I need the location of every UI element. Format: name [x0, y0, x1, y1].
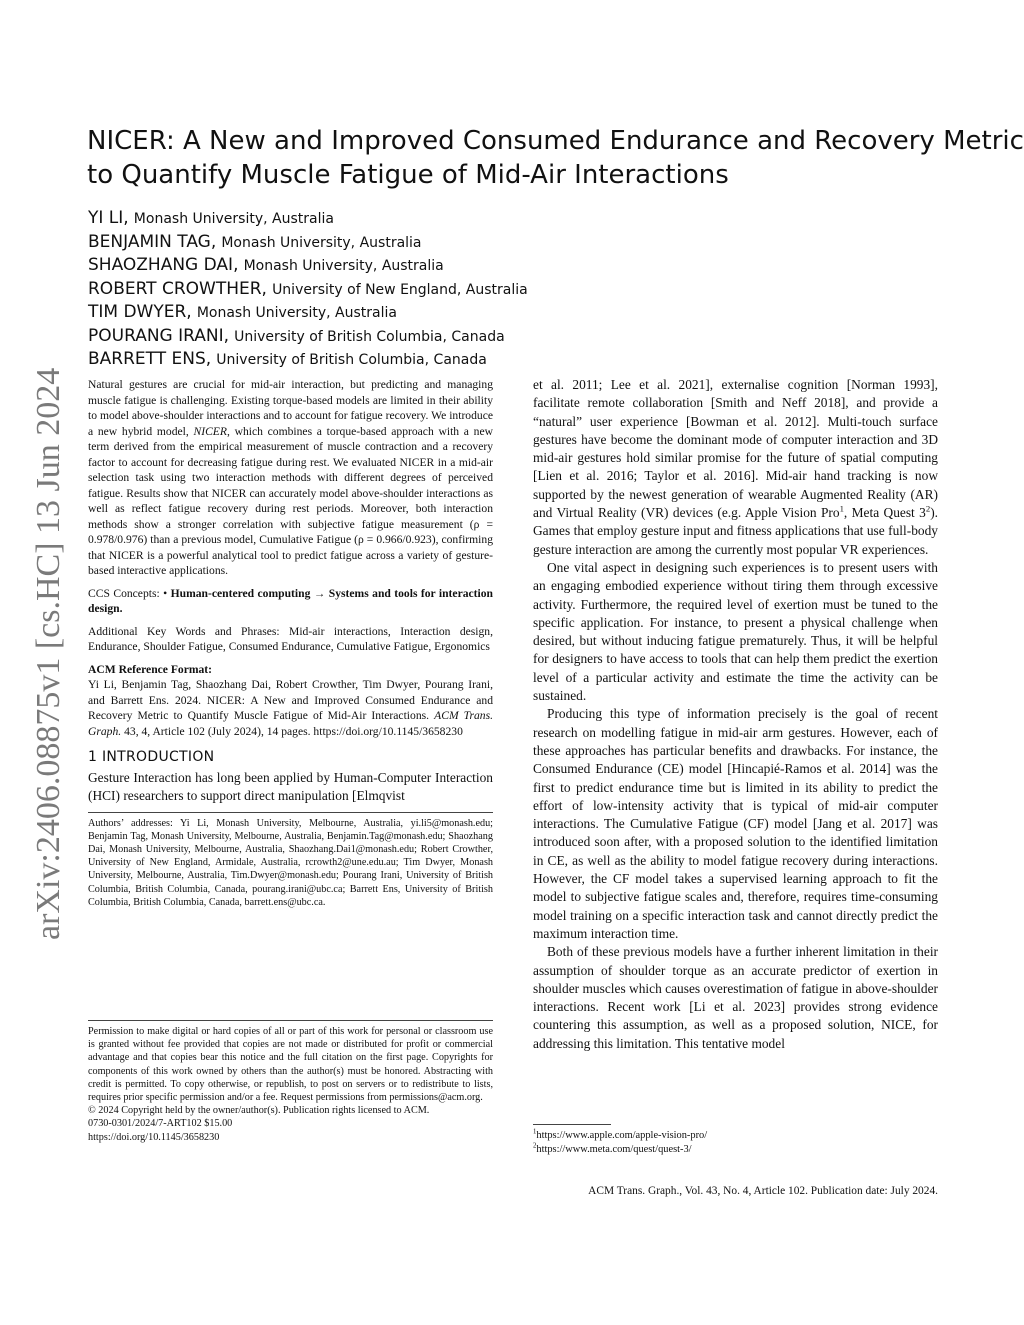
ccs-concept-text: Human-centered computing → Systems and tools for interaction design.: [88, 586, 493, 615]
ccs-concepts: [88, 586, 493, 617]
body-text: , Meta Quest 3: [843, 505, 926, 521]
abstract-text-2: , which combines a torque-based approach with a new term derived from the empirical measurement of muscle contraction and a recovery factor to account for decreasing fatigue during rest. We evaluated NICER in a mid-air selection task using two interaction methods with different degrees of perceived fatigue. Results show that NICER can accurately model above-shoulder interactions as well as reflect fatigue recovery during rest periods. Moreover, both interaction methods show a stronger correlation with subjective fatigue measurement (ρ = 0.978/0.976) than a previous model, Cumulative Fatigue (ρ = 0.966/0.923), confirming that NICER is a powerful analytical tool to predict fatigue across a variety of gesture-based interactive applications.: [88, 424, 493, 577]
footnote-url[interactable]: https://www.meta.com/quest/quest-3/: [536, 1143, 692, 1155]
page-footer: ACM Trans. Graph., Vol. 43, No. 4, Article 102. Publication date: July 2024.: [588, 1185, 938, 1197]
author-entry: [88, 253, 528, 277]
title-line-2: to Quantify Muscle Fatigue of Mid-Air Interactions: [87, 160, 729, 190]
keywords: Additional Key Words and Phrases: Mid-air interactions, Interaction design, Endurance, Shoulder Fatigue, Consumed Endurance, Cumulative Fatigue, Ergonomics: [88, 624, 493, 653]
author-name: BARRETT ENS,: [88, 349, 212, 369]
footnote-rule: [533, 1124, 611, 1125]
doi-link[interactable]: https://doi.org/10.1145/3658230: [88, 1131, 220, 1143]
author-list: [88, 206, 528, 371]
author-affiliation: Monash University, Australia: [243, 258, 444, 274]
author-name: YI LI,: [88, 208, 129, 228]
author-entry: [88, 277, 528, 301]
author-entry: [88, 230, 528, 254]
body-paragraph-4: Both of these previous models have a further inherent limitation in their assumption of shoulder torque as an accurate predictor of exertion in shoulder muscles which causes overestimation of fatigue in above-shoulder interactions. Recent work [Li et al. 2023] provides strong evidence countering this assumption, as well as a proposed solution, NICE, for addressing this limitation. This tentative model: [533, 944, 938, 1051]
author-addresses: Authors’ addresses: Yi Li, Monash University, Melbourne, Australia, yi.li5@monash.edu; Benjamin Tag, Monash University, Melbourne, Australia, Benjamin.Tag@monash.edu; Shaozhang Dai, Monash University, Melbourne, Australia, Shaozhang.Dai1@monash.edu; Robert Crowther, University of New England, Armidale, Australia, rcrowth2@une.edu.au; Tim Dwyer, Monash University, Melbourne, Australia, Tim.Dwyer@monash.edu; Pourang Irani, University of British Columbia, British Columbia, Canada, pourang.irani@ubc.ca; Barrett Ens, University of British Columbia, British Columbia, Canada, barrett.ens@ubc.ca.: [88, 817, 493, 908]
reference-text-1: Yi Li, Benjamin Tag, Shaozhang Dai, Robert Crowther, Tim Dwyer, Pourang Irani, and Barrett Ens. 2024. NICER: A New and Improved Consumed Endurance and Recovery Metric to Quantify Muscle Fatigue of Mid-Air Interactions.: [88, 678, 493, 722]
arxiv-identifier: arXiv:2406.08875v1 [cs.HC] 13 Jun 2024: [30, 367, 67, 940]
reference-text-2: 43, 4, Article 102 (July 2024), 14 pages. https://doi.org/10.1145/3658230: [124, 724, 463, 738]
left-column: [88, 377, 493, 909]
issn-line: 0730-0301/2024/7-ART102 $15.00: [88, 1118, 233, 1130]
author-affiliation: Monash University, Australia: [196, 305, 397, 321]
author-affiliation: University of British Columbia, Canada: [216, 352, 487, 368]
permissions-divider: [88, 1020, 493, 1021]
author-entry: [88, 206, 528, 230]
title-line-1: NICER: A New and Improved Consumed Endurance and Recovery Metric: [87, 126, 1024, 156]
abstract-text-1: Natural gestures are crucial for mid-air interaction, but predicting and managing muscle fatigue is challenging. Existing torque-based models are limited in their ability to model above-shoulder interactions and to account for fatigue recovery. We introduce a new hybrid model,: [88, 378, 493, 438]
reference-heading-text: ACM Reference Format:: [88, 662, 213, 676]
author-affiliation: University of New England, Australia: [272, 281, 528, 298]
author-entry: [88, 300, 528, 324]
body-paragraph-3: Producing this type of information precisely is the goal of recent research on modelling fatigue in mid-air arm gestures. However, each of these approaches has particular benefits and drawbacks. For instance, the Consumed Endurance (CE) model [Hincapié-Ramos et al. 2014] was the first to predict endurance time but is limited in its ability to predict the effort of low-intensity activity that is typical of mid-air computer interactions. The Cumulative Fatigue (CF) model [Jang et al. 2017] was introduced soon after, with a proposed solution to the identified limitation in CE, as well as the ability to model fatigue recovery during interactions. However, the CF model takes a supervised learning approach to fit the model to subjective fatigue scales and, therefore, requires time-consuming model training on a specific interaction task and cannot directly predict the maximum interaction time.: [533, 706, 938, 941]
author-affiliation: University of British Columbia, Canada: [234, 328, 505, 345]
footnote-1: [533, 1129, 938, 1143]
permissions-block: [88, 1020, 493, 1144]
footnote-2: [533, 1143, 938, 1157]
footnote-number: 1: [533, 1128, 537, 1136]
author-entry: [88, 324, 528, 348]
author-name: SHAOZHANG DAI,: [88, 255, 239, 275]
right-column: [533, 376, 938, 1053]
reference-format: [88, 677, 493, 739]
section-heading-introduction: 1 INTRODUCTION: [88, 749, 215, 765]
author-name: BENJAMIN TAG,: [88, 231, 217, 252]
footnote-divider: [88, 812, 493, 813]
ccs-label: CCS Concepts: •: [88, 586, 168, 600]
reference-journal: ACM Trans. Graph.: [88, 709, 494, 738]
abstract: [88, 377, 493, 579]
permissions-text: Permission to make digital or hard copies of all or part of this work for personal or classroom use is granted without fee provided that copies are not made or distributed for profit or commercial advantage and that copies bear this notice and the full citation on the first page. Copyrights for components of this work owned by others than the author(s) must be honored. Abstracting with credit is permitted. To copy otherwise, or republish, to post on servers or to redistribute to lists, requires prior specific permission and/or a fee. Request permissions from permissions@acm.org.: [88, 1026, 493, 1104]
body-text: et al. 2011; Lee et al. 2021], externalise cognition [Norman 1993], facilitate remote collaboration [Smith and Neff 2018], and provide a “natural” user experience [Bowman et al. 2012]. Multi-touch surface gestures have become the dominant mode of computer interaction and 3D mid-air gestures hold similar promise for the future of spatial computing [Lien et al. 2016; Taylor et al. 2016]. Mid-air hand tracking is now supported by the newest generation of wearable Augmented Reality (AR) and Virtual Reality (VR) devices (e.g. Apple Vision Pro: [533, 377, 938, 521]
abstract-model-name: NICER: [193, 424, 227, 438]
author-entry: [88, 347, 528, 371]
body-paragraph-1: [533, 376, 938, 559]
author-affiliation: Monash University, Australia: [221, 234, 422, 251]
footnote-number: 2: [533, 1142, 537, 1150]
author-name: POURANG IRANI,: [88, 325, 230, 346]
intro-paragraph: Gesture Interaction has long been applied by Human-Computer Interaction (HCI) researchers to support direct manipulation [Elmqvist: [88, 770, 493, 804]
body-paragraph-2: One vital aspect in designing such experiences is to present users with an engaging embodied experience without tiring them through excessive activity. Furthermore, the required level of exertion must be tuned to the specific application. For instance, to present a physical challenge when desired, but without inducing fatigue prematurely. Thus, it will be helpful for designers to have access to tools that can help them predict the exertion level of a particular activity and estimate the time the activity can be sustained.: [533, 559, 938, 704]
paper-title: [87, 124, 1024, 192]
author-name: ROBERT CROWTHER,: [88, 278, 267, 299]
copyright-line: © 2024 Copyright held by the owner/author(s). Publication rights licensed to ACM.: [88, 1105, 430, 1117]
footnote-marker[interactable]: 1: [839, 503, 844, 514]
footnote-marker[interactable]: 2: [925, 503, 931, 514]
author-affiliation: Monash University, Australia: [133, 211, 334, 227]
footnote-url[interactable]: https://www.apple.com/apple-vision-pro/: [536, 1130, 708, 1141]
footnotes: [533, 1124, 938, 1156]
reference-format-heading: [88, 662, 493, 678]
author-name: TIM DWYER,: [88, 302, 192, 322]
body-text: ). Games that employ gesture input and fitness applications that use full-body gesture interaction are among the currently most popular VR experiences.: [533, 505, 938, 557]
